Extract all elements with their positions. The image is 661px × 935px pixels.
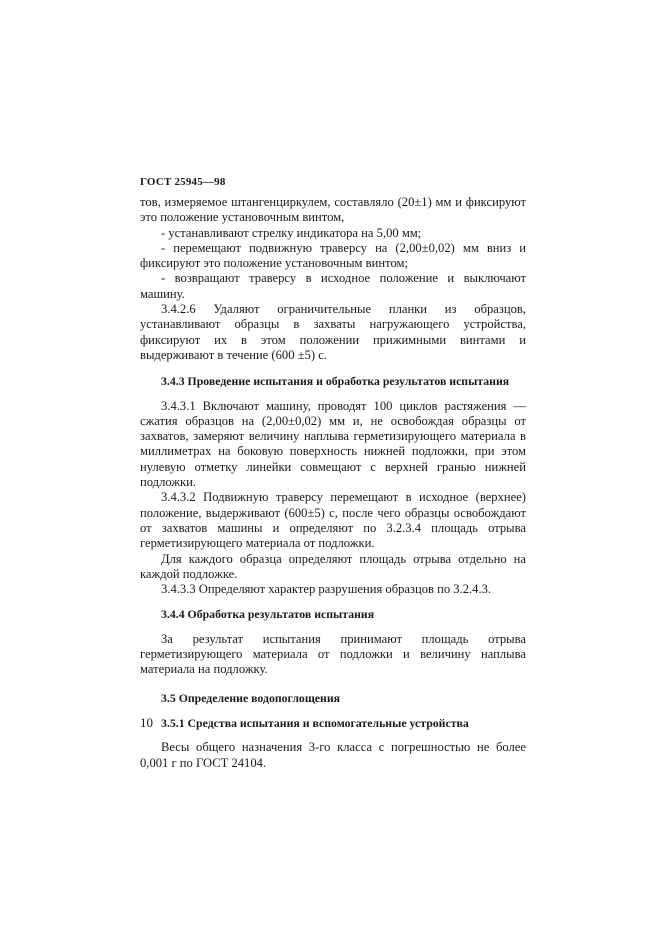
- list-item: - возвращают траверсу в исходное положение и выключают машину.: [140, 271, 526, 301]
- list-item: - перемещают подвижную траверсу на (2,00±0,02) мм вниз и фиксируют это положение установочным винтом;: [140, 240, 526, 271]
- paragraph: тов, измеряемое штангенциркулем, составляло (20±1) мм и фиксируют это положение установочным винтом,: [140, 195, 526, 225]
- document-header: ГОСТ 25945—98: [140, 176, 226, 188]
- section-heading: 3.4.4 Обработка результатов испытания: [161, 607, 375, 622]
- paragraph: 3.4.2.6 Удаляют ограничительные планки из образцов, устанавливают образцы в захваты нагружающего устройства, фиксируют их в этом положении прижимными винтами и выдерживают в течение (600 ±5) с.: [140, 302, 526, 362]
- paragraph: Весы общего назначения 3-го класса с погрешностью не более 0,001 г по ГОСТ 24104.: [140, 740, 526, 770]
- page-number: 10: [140, 715, 153, 730]
- list-item: - устанавливают стрелку индикатора на 5,00 мм;: [161, 225, 422, 240]
- document-body: [140, 195, 526, 771]
- paragraph: Для каждого образца определяют площадь отрыва отдельно на каждой подложке.: [140, 551, 526, 581]
- section-heading: 3.5 Определение водопоглощения: [161, 690, 341, 705]
- section-heading: 3.4.3 Проведение испытания и обработка результатов испытания: [161, 374, 510, 389]
- section-heading: 3.5.1 Средства испытания и вспомогательные устройства: [161, 715, 469, 730]
- paragraph: 3.4.3.3 Определяют характер разрушения образцов по 3.2.4.3.: [161, 582, 492, 597]
- paragraph: 3.4.3.1 Включают машину, проводят 100 циклов растяжения — сжатия образцов на (2,00±0,02) мм и, не освобождая образцы от захватов, замеряют величину наплыва герметизирующего материала в миллиметрах на боковую поверхность нижней подложки, при этом нулевую отметку линейки совмещают с верхней гранью нижней подложки.: [140, 398, 526, 490]
- paragraph: 3.4.3.2 Подвижную траверсу перемещают в исходное (верхнее) положение, выдерживают (600±5) с, после чего образцы освобождают от захватов машины и определяют по 3.2.3.4 площадь отрыва герметизирующего материала от подложки.: [140, 490, 526, 551]
- paragraph: За результат испытания принимают площадь отрыва герметизирующего материала от подложки и величину наплыва материала на подложку.: [140, 631, 526, 677]
